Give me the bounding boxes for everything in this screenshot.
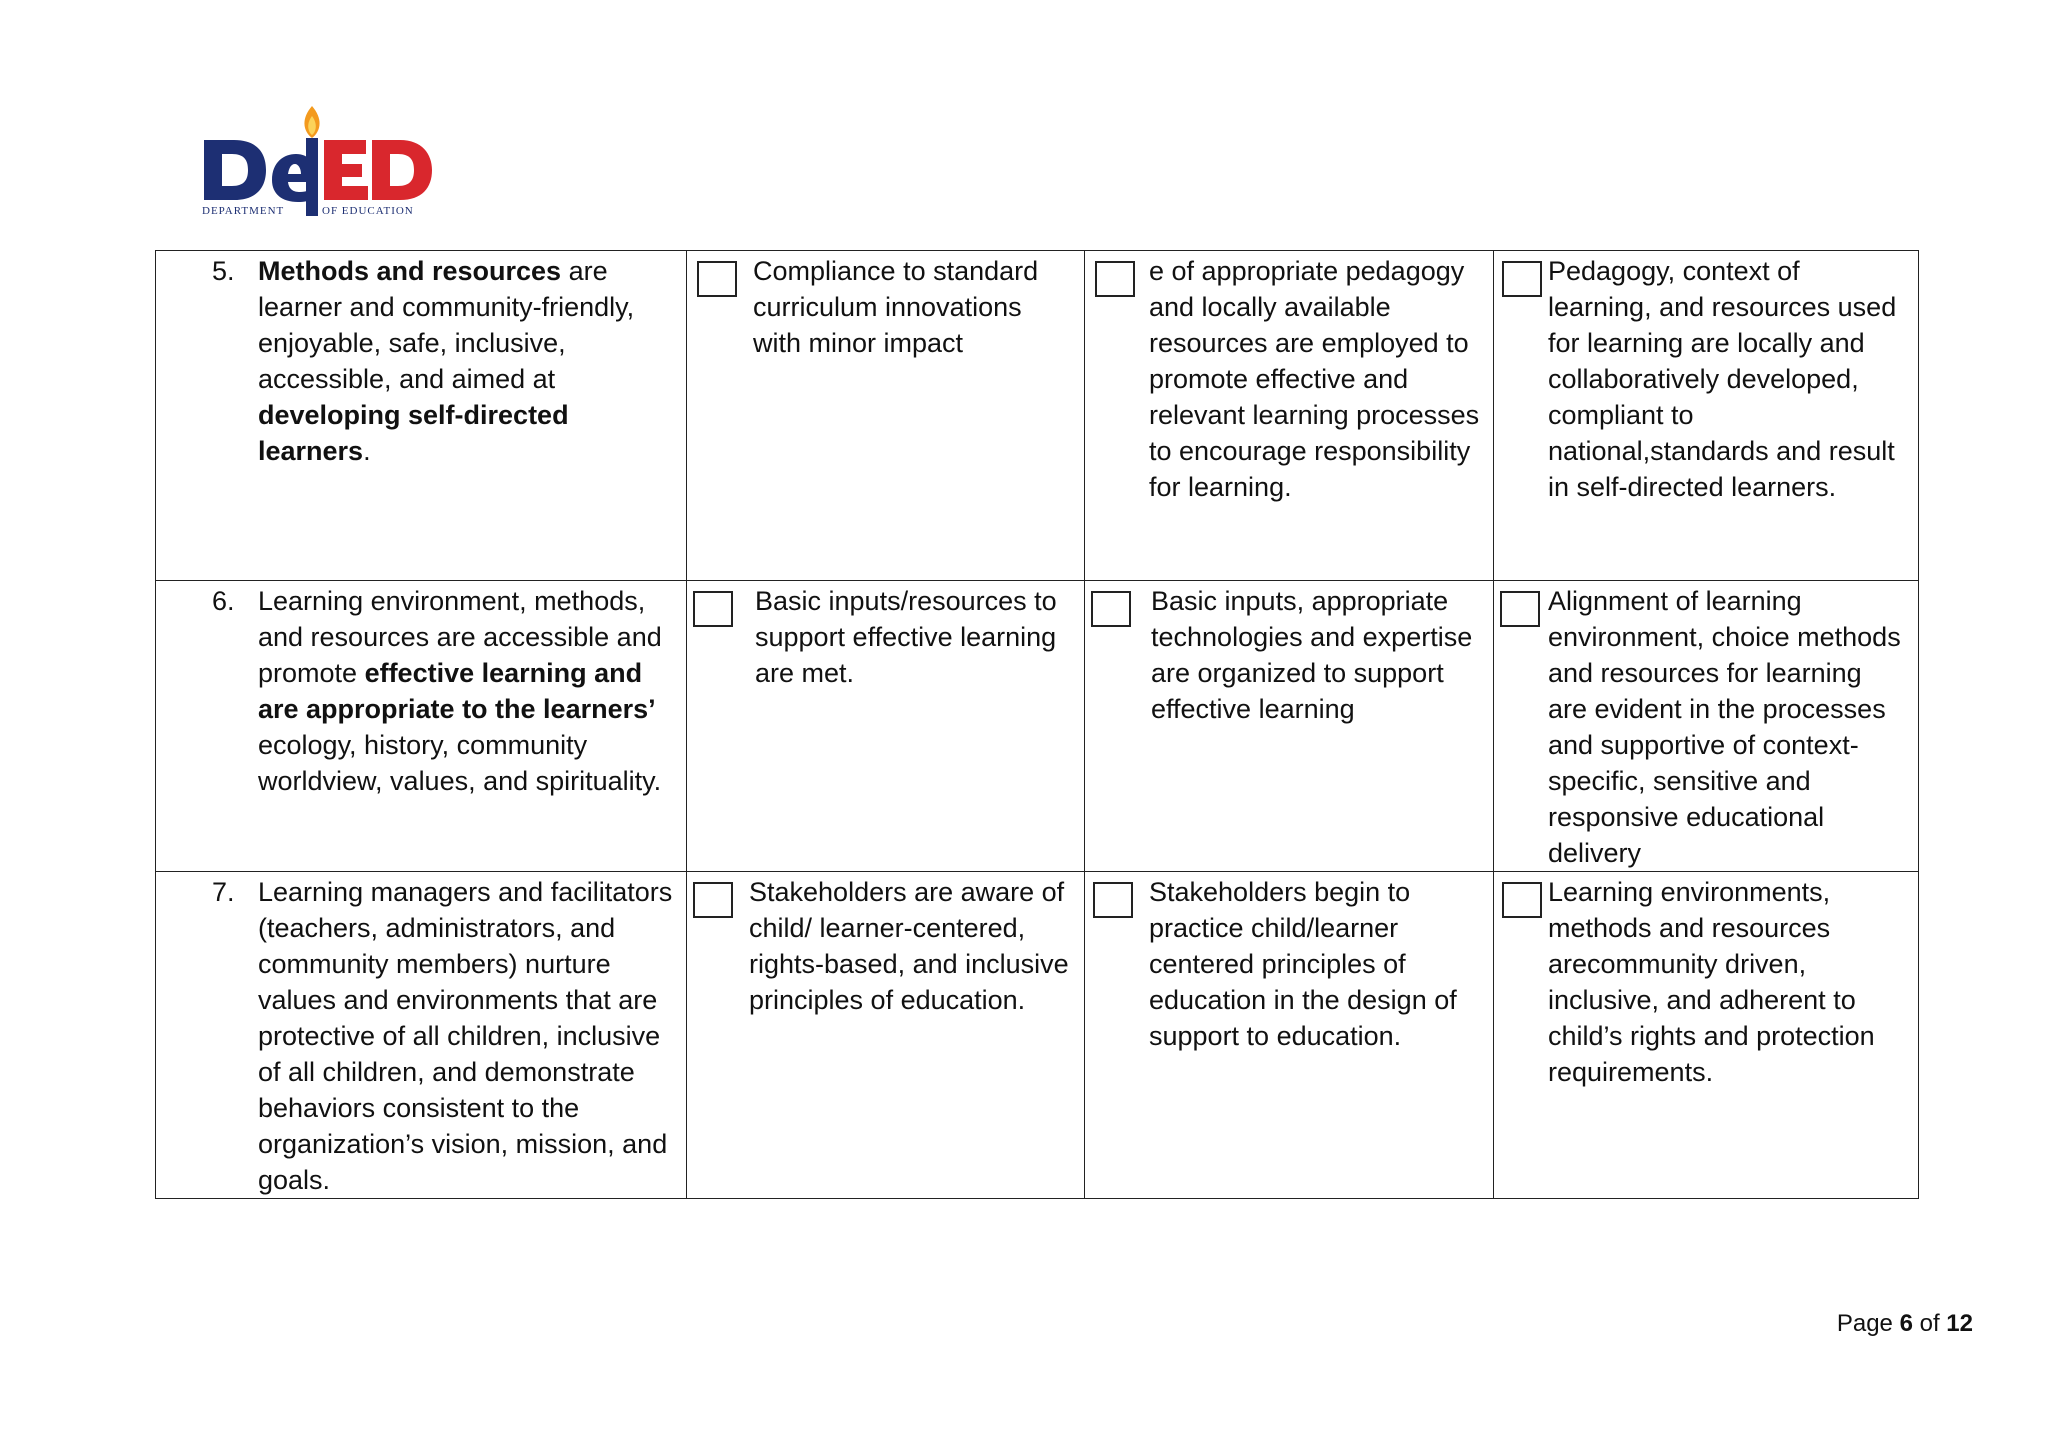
level-checkbox[interactable] xyxy=(1502,882,1542,918)
level-description: e of appropriate pedagogy and locally available resources are employed to promote effective and relevant learning processes to encourage responsibility for learning. xyxy=(1149,256,1480,502)
level-cell-3 xyxy=(1494,251,1919,581)
svg-text:DEPARTMENT: DEPARTMENT xyxy=(202,205,285,217)
rubric-row-7 xyxy=(156,872,1919,1199)
level-cell-3 xyxy=(1494,581,1919,872)
criterion-number: 7. xyxy=(212,877,235,907)
criterion-text: Learning environment, methods, and resources are accessible and promote effective learning and are appropriate to the learners’ ecology, history, community worldview, values, and spirituality. xyxy=(258,586,662,796)
svg-text:OF EDUCATION: OF EDUCATION xyxy=(322,205,414,217)
criterion-cell xyxy=(156,581,687,872)
page-number: Page 6 of 12 xyxy=(1836,1310,1973,1337)
level-checkbox[interactable] xyxy=(1095,261,1135,297)
level-checkbox[interactable] xyxy=(693,591,733,627)
criterion-text: Learning managers and facilitators (teachers, administrators, and community members) nurture values and environments that are protective of all children, inclusive of all children, and demonstrate behaviors consistent to the organization’s vision, mission, and goals. xyxy=(258,877,673,1195)
level-checkbox[interactable] xyxy=(1500,591,1540,627)
level-cell-3 xyxy=(1494,872,1919,1199)
criterion-number: 5. xyxy=(212,256,235,286)
criterion-cell xyxy=(156,251,687,581)
level-cell-2 xyxy=(1085,581,1494,872)
level-description: Basic inputs, appropriate technologies and expertise are organized to support effective learning xyxy=(1151,586,1473,724)
level-cell-2 xyxy=(1085,251,1494,581)
criterion-cell xyxy=(156,872,687,1199)
level-cell-1 xyxy=(687,872,1085,1199)
level-description: Stakeholders are aware of child/ learner-centered, rights-based, and inclusive principles of education. xyxy=(749,877,1069,1015)
level-cell-2 xyxy=(1085,872,1494,1199)
deped-logo xyxy=(200,102,436,218)
level-checkbox[interactable] xyxy=(697,261,737,297)
level-checkbox[interactable] xyxy=(1502,261,1542,297)
level-description: Stakeholders begin to practice child/learner centered principles of education in the design of support to education. xyxy=(1149,877,1457,1051)
level-description: Basic inputs/resources to support effective learning are met. xyxy=(755,586,1057,688)
rubric-row-5 xyxy=(156,251,1919,581)
criterion-text: Methods and resources are learner and community-friendly, enjoyable, safe, inclusive, accessible, and aimed at developing self-directed learners. xyxy=(258,256,635,466)
level-cell-1 xyxy=(687,251,1085,581)
level-description: Compliance to standard curriculum innovations with minor impact xyxy=(753,256,1039,358)
criterion-number: 6. xyxy=(212,586,235,616)
level-checkbox[interactable] xyxy=(693,882,733,918)
rubric-table xyxy=(155,250,1919,1199)
level-checkbox[interactable] xyxy=(1091,591,1131,627)
level-description: Pedagogy, context of learning, and resources used for learning are locally and collaboratively developed, compliant to national,standards and result in self-directed learners. xyxy=(1548,256,1897,502)
level-description: Learning environments, methods and resources arecommunity driven, inclusive, and adherent to child’s rights and protection requirements. xyxy=(1548,877,1875,1087)
level-cell-1 xyxy=(687,581,1085,872)
level-description: Alignment of learning environment, choice methods and resources for learning are evident in the processes and supportive of context-specific, sensitive and responsive educational delivery xyxy=(1548,586,1901,868)
level-checkbox[interactable] xyxy=(1093,882,1133,918)
rubric-row-6 xyxy=(156,581,1919,872)
